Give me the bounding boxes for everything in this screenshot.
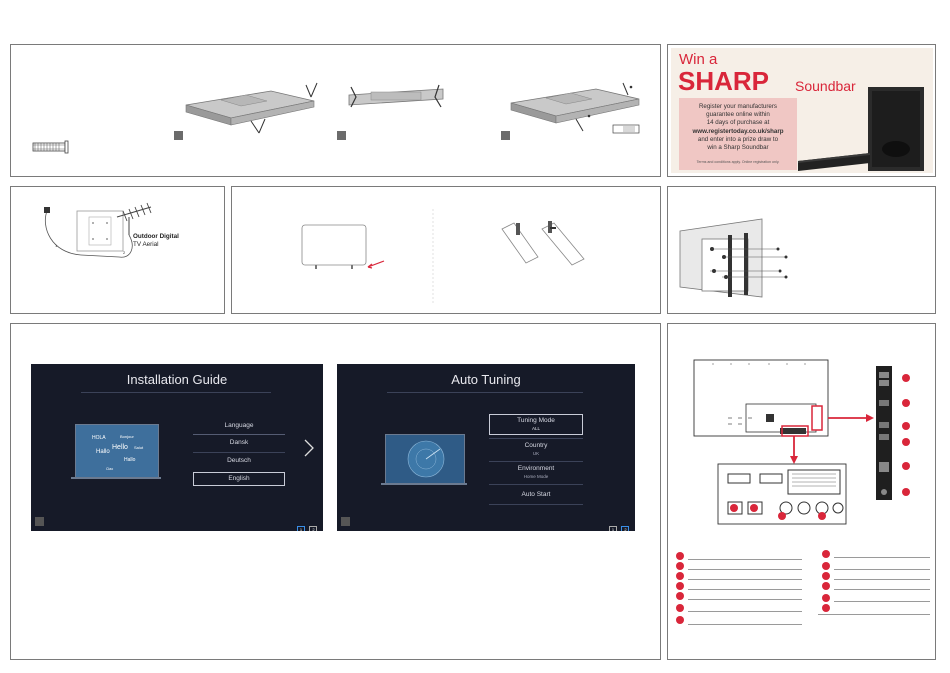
legend-dot (676, 604, 684, 612)
marker-dot (730, 504, 738, 512)
auto-start-button[interactable]: Auto Start (521, 491, 551, 498)
tuning-radar-image (385, 434, 465, 484)
marker-dot (902, 399, 910, 407)
environment-item[interactable]: Environment Home Mode (517, 465, 555, 479)
screws-icon (613, 125, 639, 133)
legend-dot (676, 572, 684, 580)
legend-dot (676, 552, 684, 560)
connections-panel (667, 323, 936, 660)
title-divider (81, 392, 271, 393)
sharp-logo: SHARP (678, 66, 770, 96)
tuning-mode-item[interactable]: Tuning Mode ALL (489, 414, 583, 435)
legend-dot (676, 582, 684, 590)
stand-assembly-panel (231, 186, 661, 314)
stand-illustration (232, 187, 662, 315)
promo-line: and enter into a prize draw to (697, 135, 779, 143)
page-indicator: 1 2 (297, 518, 317, 531)
marker-dot (750, 504, 758, 512)
language-menu-title: Language (224, 422, 254, 429)
promo-terms: Terms and conditions apply. Online registration only. (696, 160, 780, 164)
legend-dot (676, 592, 684, 600)
marker-dot (902, 374, 910, 382)
promo-line: win a Sharp Soundbar (707, 144, 769, 152)
back-square-icon[interactable] (35, 517, 44, 526)
language-option-dansk[interactable]: Dansk (229, 439, 249, 446)
wall-mount-panel (667, 186, 936, 314)
legend-dot (822, 550, 830, 558)
country-item[interactable]: Country UK (524, 442, 548, 456)
marker-dot (778, 512, 786, 520)
installation-guide-screen (31, 364, 323, 531)
legend-dot (676, 562, 684, 570)
page-indicator: 1 2 (609, 518, 629, 531)
marker-dot (902, 488, 910, 496)
chevron-right-icon[interactable] (303, 438, 315, 458)
promo-line: Register your manufacturers (698, 103, 778, 110)
promo-panel (667, 44, 936, 177)
promo-line: guarantee online within (706, 111, 770, 119)
soundbar-image (796, 83, 933, 173)
auto-tuning-title: Auto Tuning (451, 372, 521, 387)
promo-info-box (679, 98, 797, 170)
legend-dot (822, 562, 830, 570)
tv-with-stands-illustration (349, 85, 443, 107)
promo-product-text: Soundbar (795, 78, 856, 94)
assembly-panel (10, 44, 661, 177)
marker-dot (902, 438, 910, 446)
step-2-label: 2 (123, 250, 126, 255)
stand-feet-icon (502, 221, 584, 265)
tv-stand-bar (71, 477, 161, 479)
promo-win-text: Win a (679, 51, 718, 68)
language-option-english[interactable]: English (193, 472, 285, 486)
radar-icon (386, 435, 464, 483)
installation-title: Installation Guide (126, 372, 228, 387)
back-square-icon[interactable] (341, 517, 350, 526)
promo-line[interactable]: www.registertoday.co.uk/sharp (692, 127, 784, 135)
world-map-image: HOLA Bonjour Hallo Hello Salut Hallo Ciao (75, 424, 159, 478)
legend-dot (822, 572, 830, 580)
legend-dot (822, 604, 830, 612)
title-divider (387, 392, 583, 393)
screw-icon (33, 141, 68, 153)
tv-facedown-illustration-2 (511, 83, 639, 131)
marker-dot (902, 462, 910, 470)
promo-line: 14 days of purchase at (706, 119, 770, 127)
assembly-illustration (11, 45, 662, 178)
legend-dot (822, 582, 830, 590)
legend-dot (822, 594, 830, 602)
step-1-label: 1 (55, 243, 58, 248)
setup-panel (10, 323, 661, 660)
language-option-deutsch[interactable]: Deutsch (227, 457, 251, 464)
aerial-illustration (11, 187, 226, 315)
tv-facedown-illustration-1 (186, 83, 317, 133)
promo-banner[interactable] (671, 48, 933, 173)
wall-mount-illustration (668, 187, 937, 315)
legend-dot (676, 616, 684, 624)
aerial-connection-panel (10, 186, 225, 314)
aerial-label: Outdoor Digital TV Aerial (133, 233, 179, 248)
marker-dot (902, 422, 910, 430)
auto-tuning-screen (337, 364, 635, 531)
marker-dot (818, 512, 826, 520)
